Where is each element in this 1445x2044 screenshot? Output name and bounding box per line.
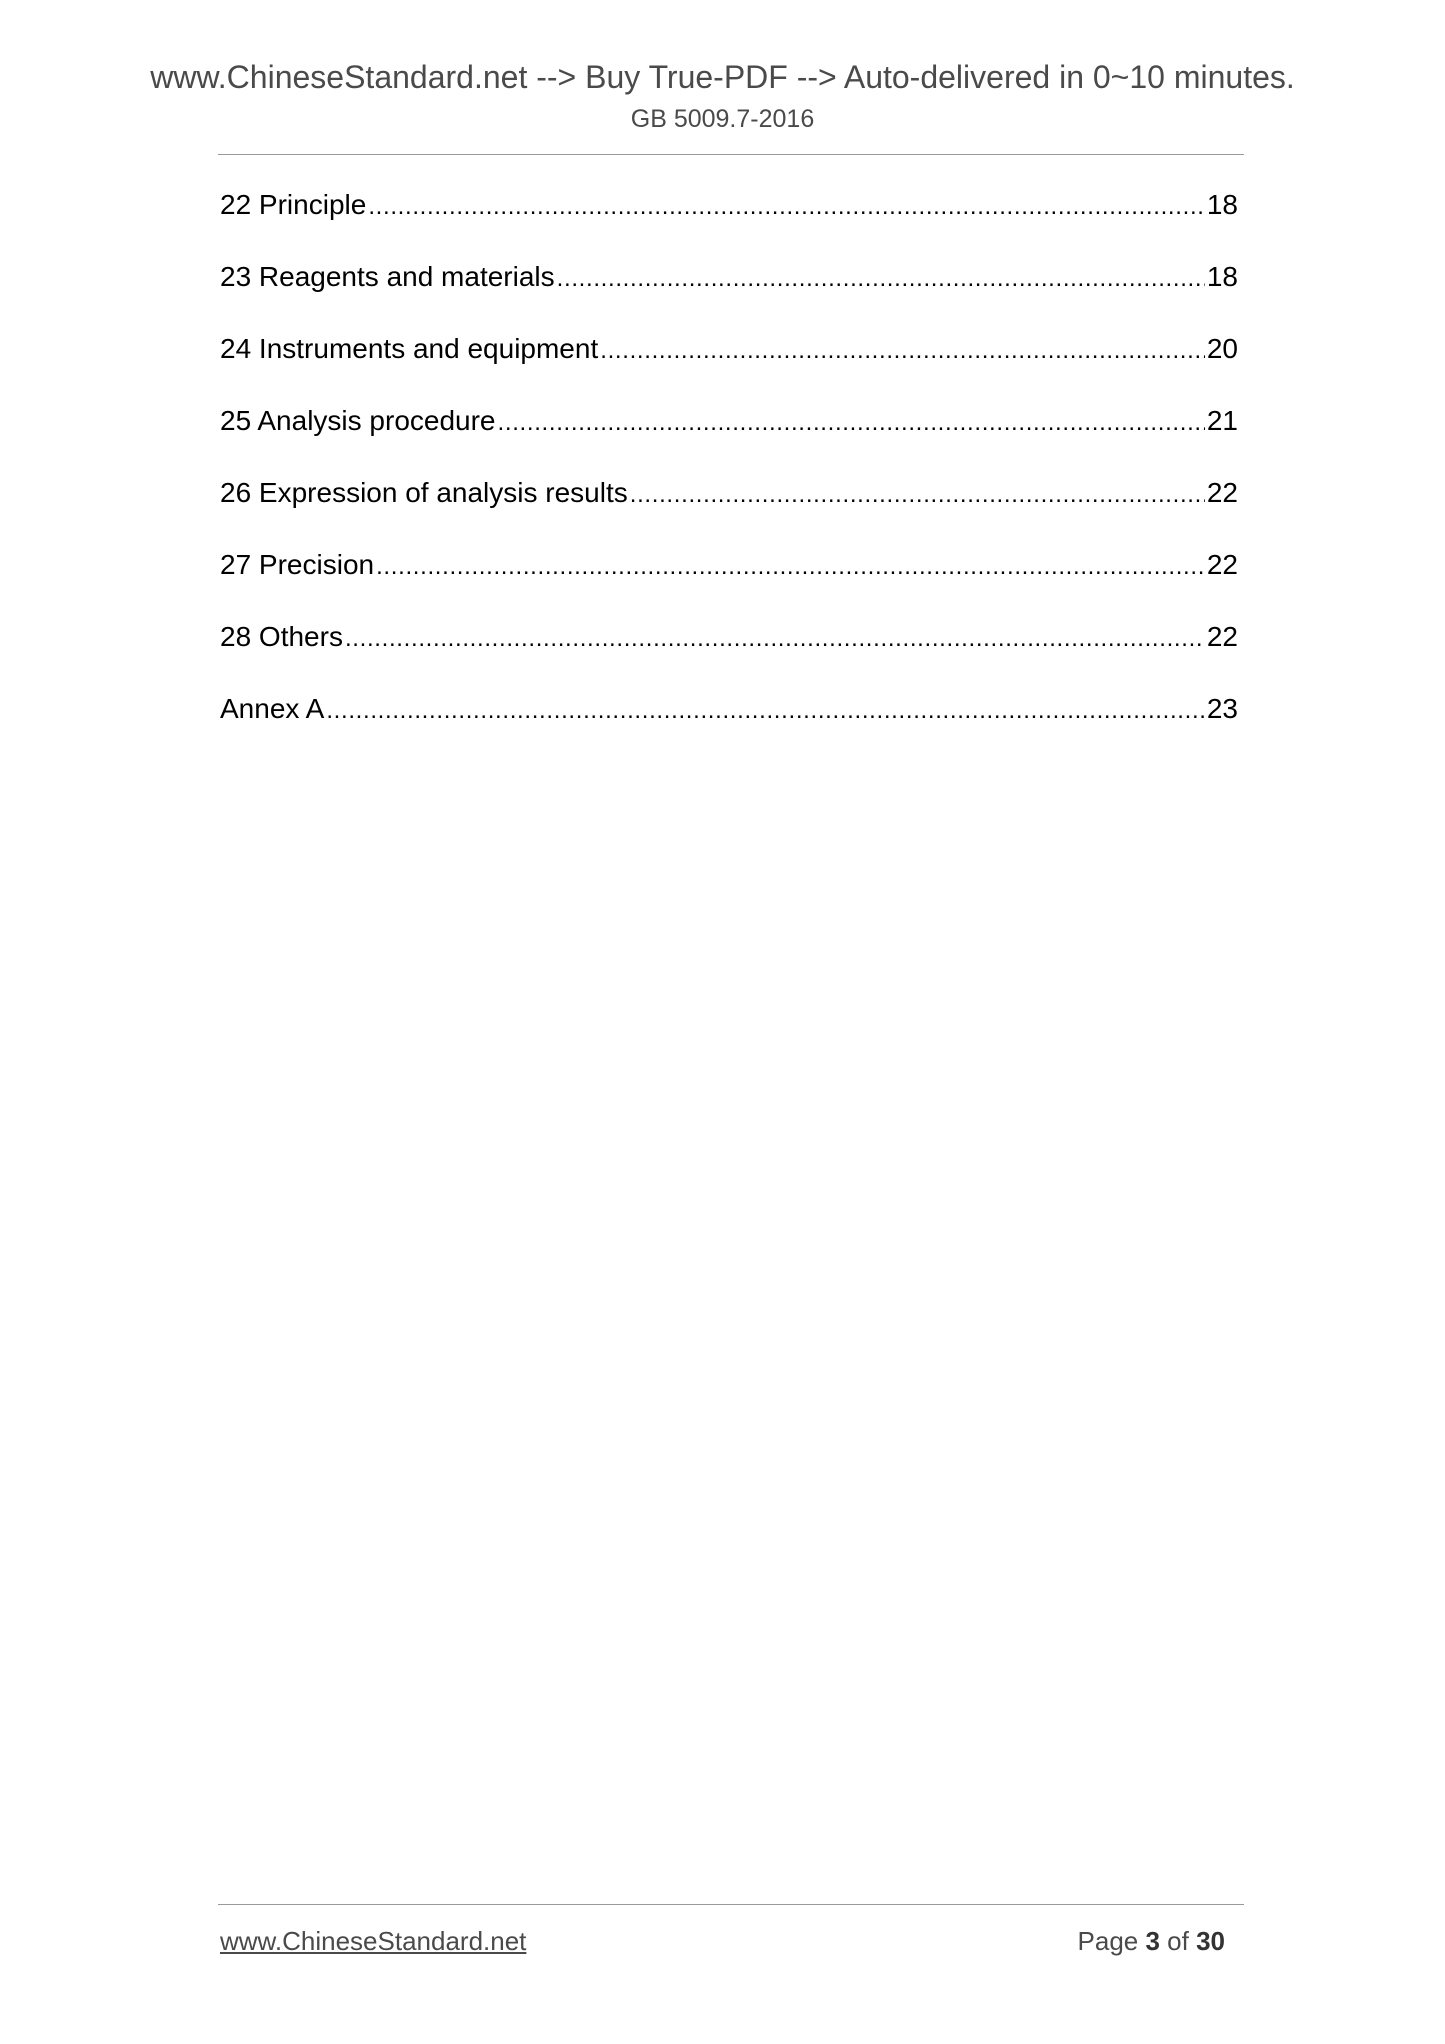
toc-entry-title: Annex A xyxy=(220,693,325,724)
toc-dot-leader xyxy=(368,182,1205,230)
standard-code: GB 5009.7-2016 xyxy=(630,105,815,133)
toc-dot-leader xyxy=(600,326,1205,374)
footer-website-link[interactable]: www.ChineseStandard.net xyxy=(220,1926,527,1956)
toc-entry-title: 24 Instruments and equipment xyxy=(220,333,599,364)
toc-entry-page: 22 xyxy=(1206,621,1238,652)
toc-entry-page: 21 xyxy=(1206,405,1238,436)
toc-entry-title: 26 Expression of analysis results xyxy=(220,477,628,508)
toc-entry-title: 28 Others xyxy=(220,621,343,652)
toc-entry-precision[interactable] xyxy=(220,542,1238,614)
table-of-contents xyxy=(220,182,1238,758)
toc-entry-title: 27 Precision xyxy=(220,549,375,580)
header-divider xyxy=(218,154,1244,155)
toc-dot-leader xyxy=(630,470,1205,518)
toc-dot-leader xyxy=(498,398,1205,446)
page-prefix: Page xyxy=(1077,1926,1146,1956)
toc-entry-expression-of-results[interactable] xyxy=(220,470,1238,542)
page-total: 30 xyxy=(1196,1926,1225,1956)
footer-divider xyxy=(218,1904,1244,1905)
toc-entry-page: 22 xyxy=(1206,477,1238,508)
page-current: 3 xyxy=(1145,1926,1160,1956)
toc-entry-title: 22 Principle xyxy=(220,189,367,220)
toc-entry-page: 18 xyxy=(1206,261,1238,292)
toc-entry-page: 23 xyxy=(1206,693,1238,724)
toc-entry-page: 22 xyxy=(1206,549,1238,580)
page-of: of xyxy=(1159,1926,1197,1956)
header-banner: www.ChineseStandard.net --> Buy True-PDF --> Auto-delivered in 0~10 minutes. xyxy=(150,59,1295,95)
toc-entry-title: 23 Reagents and materials xyxy=(220,261,555,292)
toc-entry-title: 25 Analysis procedure xyxy=(220,405,496,436)
toc-entry-annex-a[interactable] xyxy=(220,686,1238,758)
toc-dot-leader xyxy=(326,686,1205,734)
toc-entry-reagents[interactable] xyxy=(220,254,1238,326)
toc-dot-leader xyxy=(345,614,1205,662)
toc-entry-analysis-procedure[interactable] xyxy=(220,398,1238,470)
toc-dot-leader xyxy=(557,254,1205,302)
toc-entry-page: 18 xyxy=(1206,189,1238,220)
toc-entry-others[interactable] xyxy=(220,614,1238,686)
toc-dot-leader xyxy=(376,542,1205,590)
toc-entry-page: 20 xyxy=(1206,333,1238,364)
toc-entry-instruments[interactable] xyxy=(220,326,1238,398)
page-number xyxy=(1078,1924,1225,1958)
toc-entry-principle[interactable] xyxy=(220,182,1238,254)
